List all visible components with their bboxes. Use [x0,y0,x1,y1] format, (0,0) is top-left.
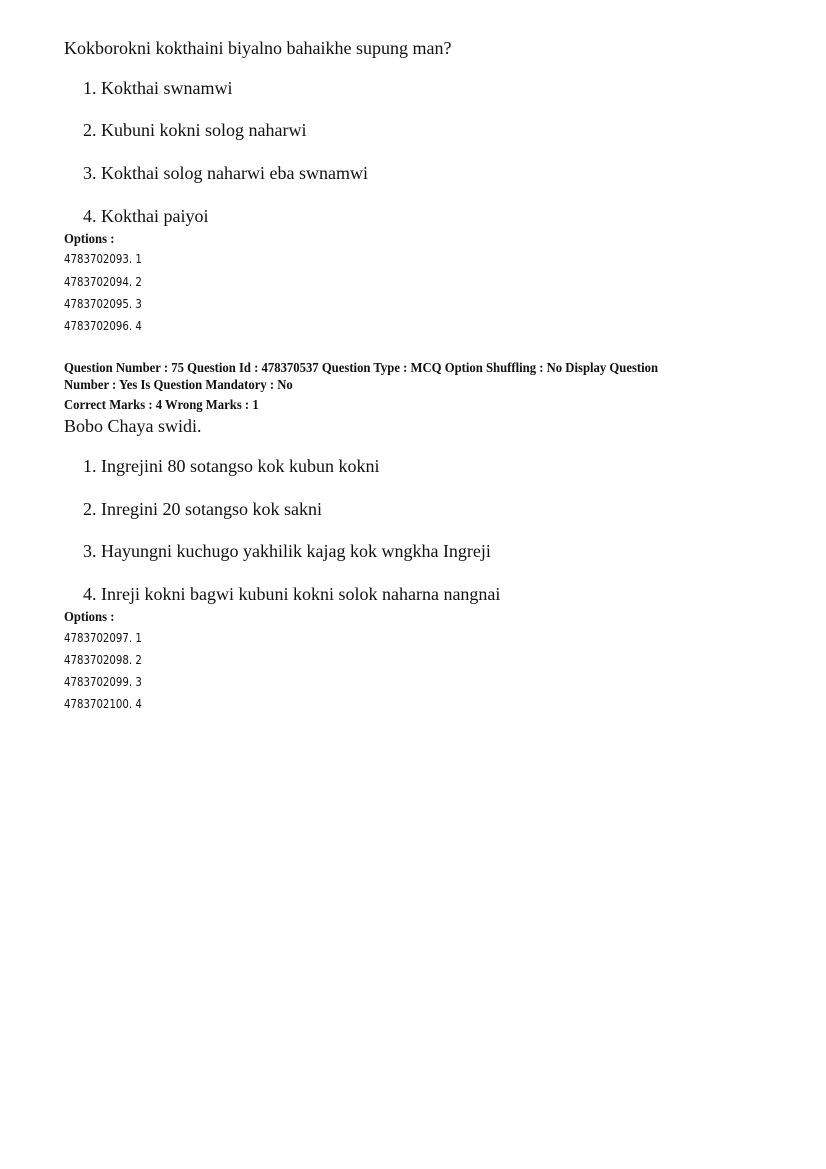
option-id: 4783702095. 3 [64,297,142,311]
question-text: Bobo Chaya swidi. [64,416,202,436]
option-id: 4783702093. 1 [64,252,142,266]
question-meta-line1: Question Number : 75 Question Id : 478370537 Question Type : MCQ Option Shuffling : No Display Question [64,360,659,375]
choice-2: 2. Inregini 20 sotangso kok sakni [83,499,322,519]
question-meta-line2: Number : Yes Is Question Mandatory : No [64,377,293,392]
options-label: Options : [64,609,115,624]
choice-4: 4. Inreji kokni bagwi kubuni kokni solok naharna nangnai [83,584,501,604]
choice-1: 1. Ingrejini 80 sotangso kok kubun kokni [83,456,380,476]
option-id: 4783702100. 4 [64,697,142,711]
choice-2: 2. Kubuni kokni solog naharwi [83,120,307,140]
option-id: 4783702099. 3 [64,675,142,689]
option-id: 4783702096. 4 [64,319,142,333]
option-id: 4783702094. 2 [64,275,142,289]
options-label: Options : [64,231,115,246]
choice-1: 1. Kokthai swnamwi [83,78,233,98]
marks-info: Correct Marks : 4 Wrong Marks : 1 [64,397,259,412]
choice-3: 3. Hayungni kuchugo yakhilik kajag kok wngkha Ingreji [83,541,491,561]
question-text: Kokborokni kokthaini biyalno bahaikhe supung man? [64,38,452,58]
choice-4: 4. Kokthai paiyoi [83,206,209,226]
choice-3: 3. Kokthai solog naharwi eba swnamwi [83,163,368,183]
option-id: 4783702098. 2 [64,653,142,667]
option-id: 4783702097. 1 [64,631,142,645]
